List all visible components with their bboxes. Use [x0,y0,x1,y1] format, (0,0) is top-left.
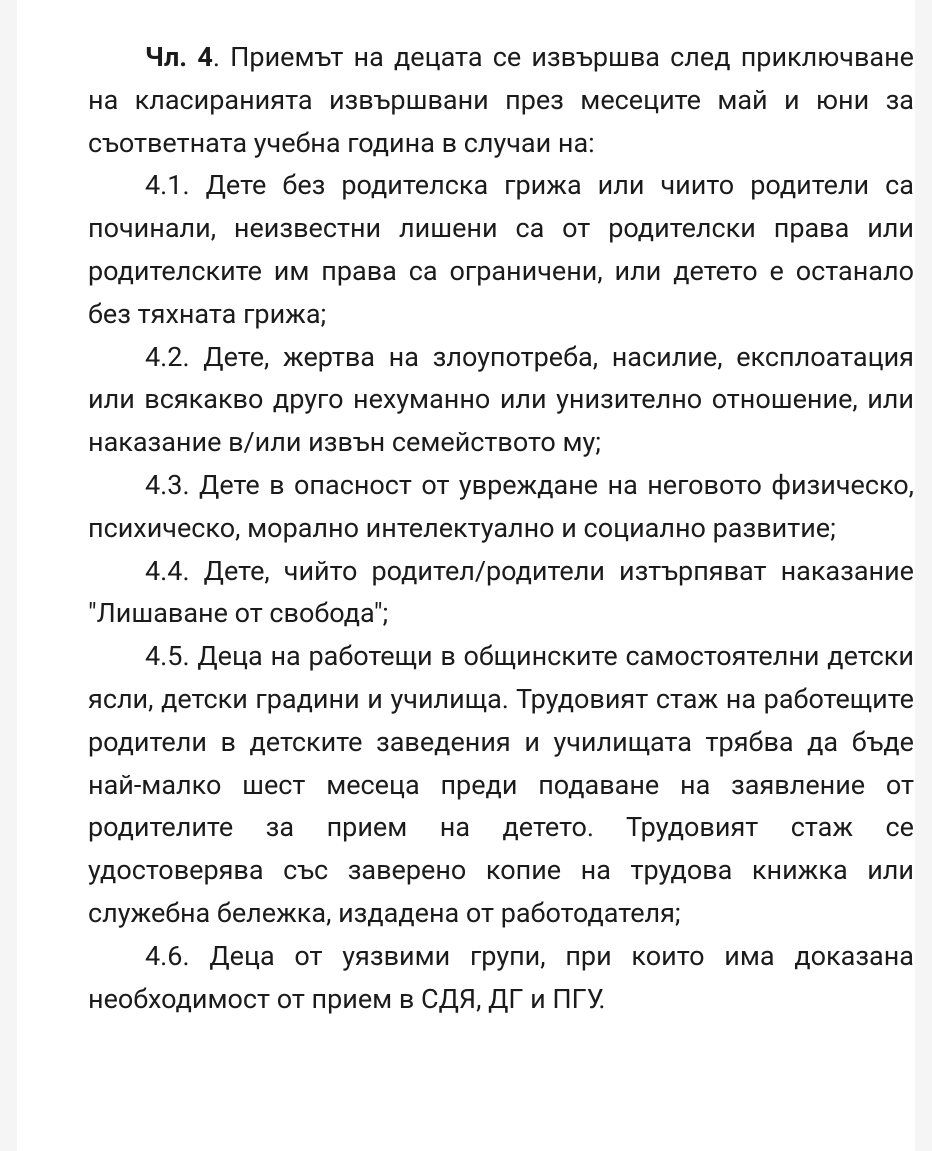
article-intro: . Приемът на децата се извършва след приключване на класиранията извършвани през месеците май и юни за съответната учебна година в случаи на: [88,41,914,159]
item-4-5: 4.5. Деца на работещи в общинските самостоятелни детски ясли, детски градини и училища. Трудовият стаж на работещите родители в детските заведения и училищата трябва да бъде най-малко шест месеца преди подаване на заявление от родителите за прием на детето. Трудовият стаж се удостоверява със заверено копие на трудова книжка или служебна бележка, издадена от работодателя; [88,640,914,929]
article-label: Чл. 4 [145,41,213,73]
item-4-1: 4.1. Дете без родителска грижа или чиито родители са починали, неизвестни лишени са от родителски права или родителските им права са ограничени, или детето е останало без тяхната грижа; [88,169,914,330]
item-4-4: 4.4. Дете, чийто родител/родители изтърпяват наказание "Лишаване от свобода"; [88,554,914,630]
item-4-2: 4.2. Дете, жертва на злоупотреба, насилие, експлоатация или всякакво друго нехуманно или унизително отношение, или наказание в/или извън семейството му; [88,340,914,459]
document-page [17,0,915,1151]
item-4-3: 4.3. Дете в опасност от увреждане на неговото физическо, психическо, морално интелектуално и социално развитие; [88,468,914,544]
item-4-6: 4.6. Деца от уязвими групи, при които има доказана необходимост от прием в СДЯ, ДГ и ПГУ. [88,939,914,1015]
document-body [88,36,914,1020]
article-paragraph [88,36,914,164]
